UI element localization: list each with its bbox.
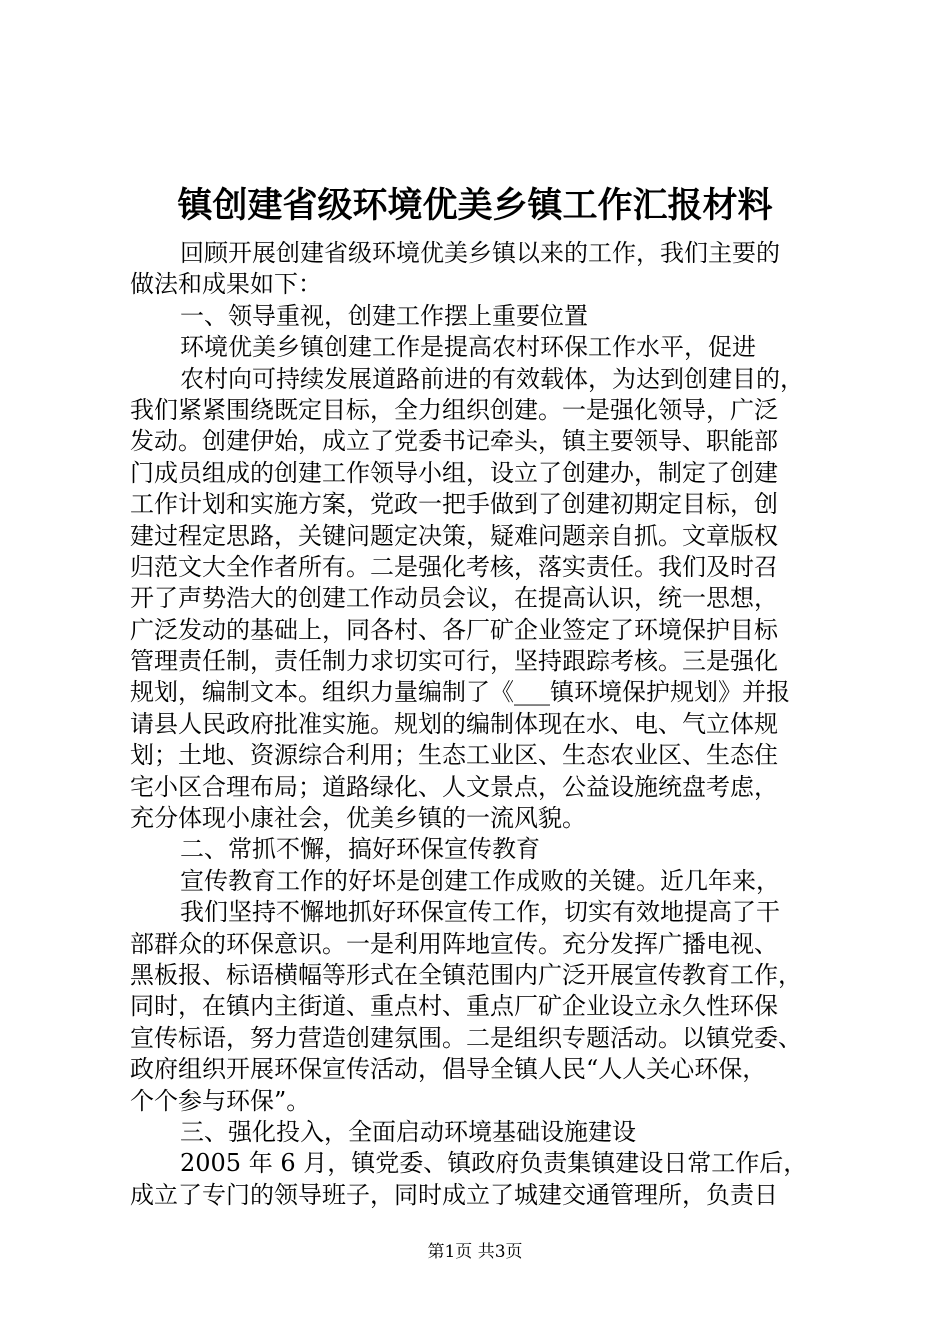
text-line: 环境优美乡镇创建工作是提高农村环保工作水平，促进 <box>180 333 756 362</box>
text-line: 成立了专门的领导班子，同时成立了城建交通管理所，负责日 <box>130 1180 778 1209</box>
text-line: 广泛发动的基础上，同各村、各厂矿企业签定了环境保护目标 <box>130 615 778 644</box>
page-footer: 第1页 共3页 <box>427 1242 523 1262</box>
text-line: 归范文大全作者所有。二是强化考核，落实责任。我们及时召 <box>130 552 778 581</box>
text-line: 同时，在镇内主街道、重点村、重点厂矿企业设立永久性环保 <box>130 992 778 1021</box>
text-line: 二、常抓不懈，搞好环保宣传教育 <box>180 835 540 864</box>
text-line: 请县人民政府批准实施。规划的编制体现在水、电、气立体规 <box>130 709 778 738</box>
text-line: 做法和成果如下： <box>130 270 322 299</box>
text-line: 规划，编制文本。组织力量编制了《___镇环境保护规划》并报 <box>130 678 790 707</box>
text-line: 宣传教育工作的好坏是创建工作成败的关键。近几年来， <box>180 866 780 895</box>
text-line: 工作计划和实施方案，党政一把手做到了创建初期定目标，创 <box>130 490 778 519</box>
text-line: 农村向可持续发展道路前进的有效载体，为达到创建目的， <box>180 364 804 393</box>
text-line: 一、领导重视，创建工作摆上重要位置 <box>180 301 588 330</box>
text-line: 管理责任制，责任制力求切实可行，坚持跟踪考核。三是强化 <box>130 647 778 676</box>
text-line: 建过程定思路，关键问题定决策，疑难问题亲自抓。文章版权 <box>130 521 778 550</box>
text-line: 门成员组成的创建工作领导小组，设立了创建办，制定了创建 <box>130 458 778 487</box>
text-line: 划；土地、资源综合利用；生态工业区、生态农业区、生态住 <box>130 741 778 770</box>
text-line: 2005 年 6 月，镇党委、镇政府负责集镇建设日常工作后， <box>180 1149 808 1178</box>
text-line: 我们紧紧围绕既定目标，全力组织创建。一是强化领导，广泛 <box>130 395 778 424</box>
text-line: 政府组织开展环保宣传活动，倡导全镇人民“人人关心环保， <box>130 1055 767 1084</box>
text-line: 开了声势浩大的创建工作动员会议，在提高认识，统一思想， <box>130 584 778 613</box>
document-body <box>130 238 854 1211</box>
text-line: 部群众的环保意识。一是利用阵地宣传。充分发挥广播电视、 <box>130 929 778 958</box>
page-title: 镇创建省级环境优美乡镇工作汇报材料 <box>177 185 773 226</box>
text-line: 黑板报、标语横幅等形式在全镇范围内广泛开展宣传教育工作， <box>130 960 802 989</box>
text-line: 发动。创建伊始，成立了党委书记牵头，镇主要领导、职能部 <box>130 427 778 456</box>
text-line: 个个参与环保”。 <box>130 1086 311 1115</box>
text-line: 宅小区合理布局；道路绿化、人文景点，公益设施统盘考虑， <box>130 772 778 801</box>
text-line: 三、强化投入，全面启动环境基础设施建设 <box>180 1117 636 1146</box>
text-line: 充分体现小康社会，优美乡镇的一流风貌。 <box>130 804 586 833</box>
text-line: 我们坚持不懈地抓好环保宣传工作，切实有效地提高了干 <box>180 898 780 927</box>
text-line: 宣传标语，努力营造创建氛围。二是组织专题活动。以镇党委、 <box>130 1023 802 1052</box>
text-line: 回顾开展创建省级环境优美乡镇以来的工作，我们主要的 <box>180 239 780 267</box>
